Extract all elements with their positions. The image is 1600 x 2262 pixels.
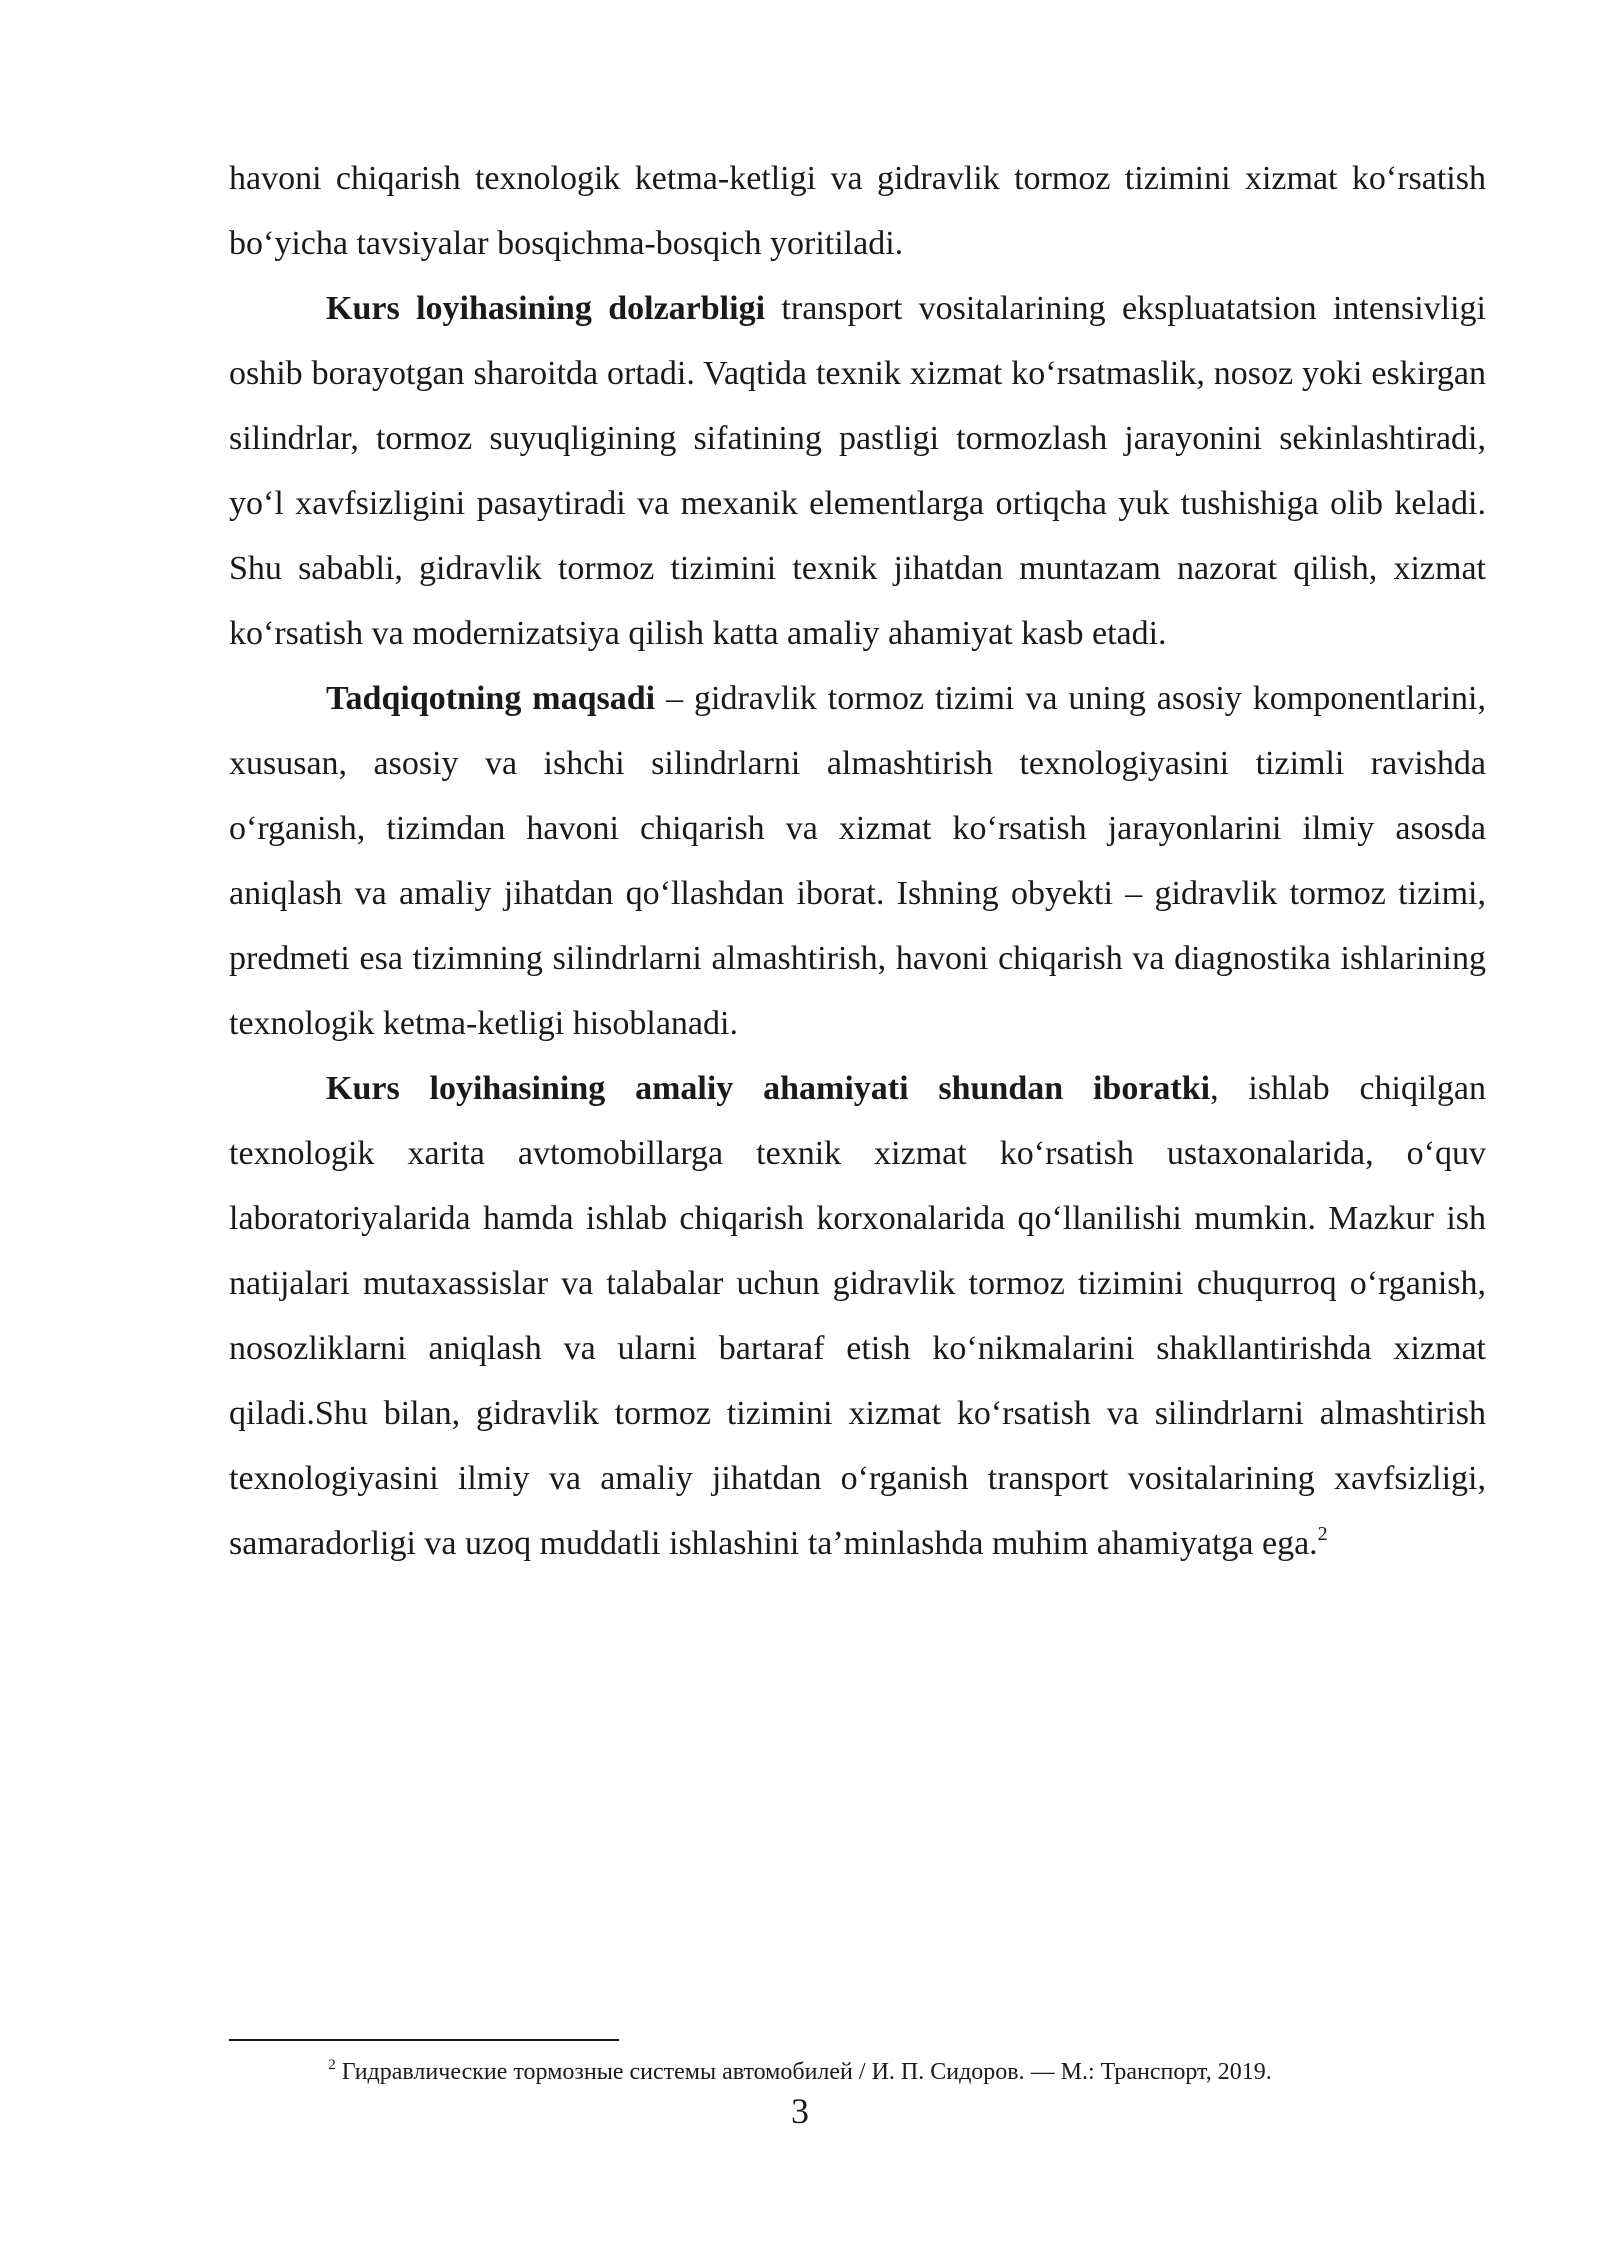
footnote-marker: 2 — [328, 2057, 336, 2073]
footnote-separator — [229, 2039, 619, 2041]
paragraph-text: havoni chiqarish texnologik ketma-ketligi va gidravlik tormoz tizimini xizmat ko‘rsatish bo‘yicha tavsiyalar bosqichma-bosqich yoritiladi. — [229, 160, 1486, 262]
paragraph-text: transport vositalarining ekspluatatsion intensivligi oshib borayotgan sharoitda ortadi. Vaqtida texnik xizmat ko‘rsatmaslik, nosoz yoki eskirgan silindrlar, tormoz suyuqligining sifatining pastligi tormozlash jarayonini sekinlashtiradi, yo‘l xavfsizligini pasaytiradi va mexanik elementlarga ortiqcha yuk tushishiga olib keladi. Shu sababli, gidravlik tormoz tizimini texnik jihatdan muntazam nazorat qilish, xizmat ko‘rsatish va modernizatsiya qilish katta amaliy ahamiyat kasb etadi. — [229, 290, 1486, 652]
practical-significance-heading: Kurs loyihasining amaliy ahamiyati shundan iboratki — [326, 1070, 1211, 1107]
paragraph-intro-continuation — [229, 146, 1486, 276]
footnote — [0, 2054, 1600, 2090]
paragraph-text: – gidravlik tormoz tizimi va uning asosiy komponentlarini, xususan, asosiy va ishchi silindrlarni almashtirish texnologiyasini tizimli ravishda o‘rganish, tizimdan havoni chiqarish va xizmat ko‘rsatish jarayonlarini ilmiy asosda aniqlash va amaliy jihatdan qo‘llashdan iborat. Ishning obyekti – gidravlik tormoz tizimi, predmeti esa tizimning silindrlarni almashtirish, havoni chiqarish va diagnostika ishlarining texnologik ketma-ketligi hisoblanadi. — [229, 680, 1486, 1042]
relevance-heading: Kurs loyihasining dolzarbligi — [326, 290, 766, 327]
footnote-text: Гидравлические тормозные системы автомобилей / И. П. Сидоров. — М.: Транспорт, 2019. — [341, 2059, 1272, 2085]
footnote-reference[interactable]: 2 — [1317, 1523, 1328, 1545]
research-goal-heading: Tadqiqotning maqsadi — [326, 680, 656, 717]
paragraph-practical-significance — [229, 1056, 1486, 1576]
paragraph-research-goal — [229, 666, 1486, 1056]
body-text — [229, 146, 1486, 1576]
paragraph-text: , ishlab chiqilgan texnologik xarita avtomobillarga texnik xizmat ko‘rsatish ustaxonalarida, o‘quv laboratoriyalarida hamda ishlab chiqarish korxonalarida qo‘llanilishi mumkin. Mazkur ish natijalari mutaxassislar va talabalar uchun gidravlik tormoz tizimini chuqurroq o‘rganish, nosozliklarni aniqlash va ularni bartaraf etish ko‘nikmalarini shakllantirishda xizmat qiladi.Shu bilan, gidravlik tormoz tizimini xizmat ko‘rsatish va silindrlarni almashtirish texnologiyasini ilmiy va amaliy jihatdan o‘rganish transport vositalarining xavfsizligi, samaradorligi va uzoq muddatli ishlashini ta’minlashda muhim ahamiyatga ega. — [229, 1070, 1486, 1562]
page-number: 3 — [791, 2091, 809, 2131]
paragraph-relevance — [229, 276, 1486, 666]
